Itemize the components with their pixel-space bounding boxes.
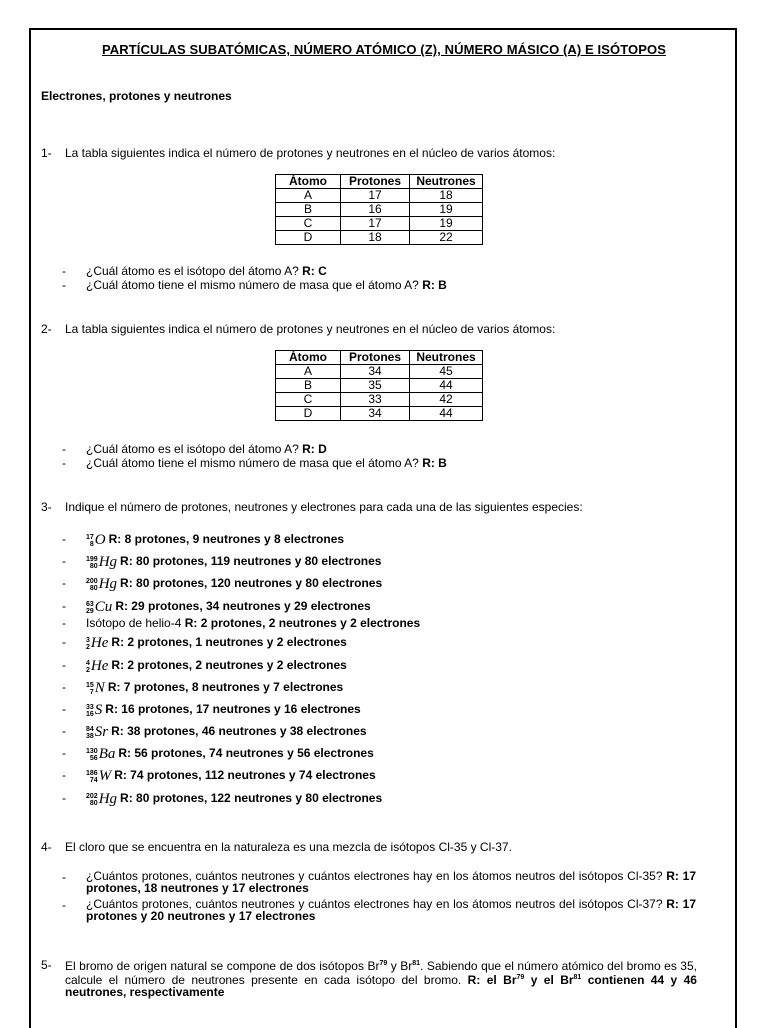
atomic-number: 80 [89, 799, 98, 807]
mass-number: 15 [86, 681, 94, 689]
nuclide-symbol [86, 681, 105, 696]
column-header: Átomo [276, 351, 341, 365]
question-number: 3- [41, 500, 52, 514]
atomic-number: 80 [89, 562, 98, 570]
species-item: - 4 2 He R: 2 protones, 2 neutrones y 2 electrones [62, 658, 347, 674]
species-item: - 17 8 O R: 8 protones, 9 neutrones y 8 electrones [62, 532, 345, 548]
element-symbol: Hg [98, 576, 118, 592]
table-cell: 33 [341, 393, 410, 407]
bullet-text: ¿Cuál átomo tiene el mismo número de masa que el átomo A? [86, 278, 419, 292]
question-1 [41, 146, 555, 160]
element-symbol: O [94, 532, 106, 548]
table-cell: A [276, 189, 341, 203]
mass-number: 130 [86, 747, 98, 755]
table-cell: 44 [410, 379, 483, 393]
element-symbol: Ba [98, 746, 116, 762]
column-header: Átomo [276, 175, 341, 189]
column-header: Protones [341, 351, 410, 365]
section-heading: Electrones, protones y neutrones [41, 89, 232, 103]
atomic-number: 2 [86, 643, 90, 651]
list-item: - ¿Cuál átomo tiene el mismo número de masa que el átomo A? R: B [62, 278, 447, 292]
table-cell: 34 [341, 407, 410, 421]
mass-number: 3 [86, 636, 90, 644]
table-row [276, 203, 483, 217]
mass-number: 200 [86, 577, 98, 585]
question-3 [41, 500, 583, 514]
table-cell: 42 [410, 393, 483, 407]
atomic-number: 38 [86, 732, 94, 740]
table-cell: 19 [410, 217, 483, 231]
answer: R: 38 protones, 46 neutrones y 38 electrones [111, 724, 367, 738]
answer: R: 7 protones, 8 neutrones y 7 electrones [107, 680, 344, 694]
answer: R: B [422, 278, 447, 292]
answer: R: B [422, 456, 447, 470]
table-cell: D [276, 231, 341, 245]
table-q2 [275, 350, 483, 421]
table-cell: D [276, 407, 341, 421]
answer: R: 80 protones, 119 neutrones y 80 electrones [120, 554, 382, 568]
mass-number: 63 [86, 600, 94, 608]
list-item: - ¿Cuál átomo es el isótopo del átomo A? R: D [62, 442, 327, 456]
bullet-text: ¿Cuántos protones, cuántos neutrones y cuántos electrones hay en los átomos neutros del isótopos Cl-35? R: 17 protones, 18 neutrones y 17 electrones [86, 869, 696, 895]
nuclide-symbol [86, 747, 115, 762]
question-2 [41, 322, 555, 336]
table-cell: 44 [410, 407, 483, 421]
element-symbol: Cu [94, 599, 113, 615]
element-symbol: He [90, 658, 109, 674]
table-row [276, 189, 483, 203]
question-text: Indique el número de protones, neutrones y electrones para cada una de las siguientes especies: [65, 500, 583, 514]
table-row [276, 379, 483, 393]
table-cell: C [276, 393, 341, 407]
nuclide-symbol [86, 725, 108, 740]
element-symbol: W [98, 768, 112, 784]
question-text: El cloro que se encuentra en la naturaleza es una mezcla de isótopos Cl-35 y Cl-37. [65, 840, 512, 854]
species-item: - 3 2 He R: 2 protones, 1 neutrones y 2 electrones [62, 635, 347, 651]
species-item: - 202 80 Hg R: 80 protones, 122 neutrones y 80 electrones [62, 791, 383, 807]
answer: R: 2 protones, 2 neutrones y 2 electrones [111, 658, 347, 672]
answer: R: 2 protones, 1 neutrones y 2 electrones [111, 635, 347, 649]
element-symbol: Hg [98, 791, 118, 807]
table-cell: C [276, 217, 341, 231]
table-cell: 18 [341, 231, 410, 245]
nuclide-symbol [86, 577, 117, 592]
table-cell: 19 [410, 203, 483, 217]
species-item: - 84 38 Sr R: 38 protones, 46 neutrones y 38 electrones [62, 724, 367, 740]
table-cell: B [276, 379, 341, 393]
answer: R: 8 protones, 9 neutrones y 8 electrones [108, 532, 345, 546]
table-cell: 18 [410, 189, 483, 203]
species-item: - 33 16 S R: 16 protones, 17 neutrones y 16 electrones [62, 702, 361, 718]
mass-number: 17 [86, 533, 94, 541]
answer: R: 17 protones, 18 neutrones y 17 electrones [86, 869, 696, 895]
mass-number: 84 [86, 725, 94, 733]
table-row [276, 407, 483, 421]
table-row [276, 393, 483, 407]
question-text: El bromo de origen natural se compone de dos isótopos Br$^{79}$ y Br$^{81}$. Sabiendo que el número atómico del bromo es 35, calcule el número de neutrones presente en cada isótopo del bromo. R: el Br$^{79}$ y el Br$^{81}$ contienen 44 y 46 neutrones, respectivamente [65, 959, 697, 999]
atomic-number: 2 [86, 666, 90, 674]
element-symbol: Hg [98, 554, 118, 570]
page-title: PARTÍCULAS SUBATÓMICAS, NÚMERO ATÓMICO (Z), NÚMERO MÁSICO (A) E ISÓTOPOS [101, 42, 667, 57]
table-header-row [276, 175, 483, 189]
answer: R: 16 protones, 17 neutrones y 16 electrones [105, 702, 361, 716]
table-cell: 17 [341, 189, 410, 203]
column-header: Neutrones [410, 175, 483, 189]
answer: R: 80 protones, 120 neutrones y 80 electrones [120, 576, 383, 590]
atomic-number: 7 [89, 688, 94, 696]
nuclide-symbol [86, 533, 106, 548]
atomic-number: 29 [86, 607, 94, 615]
species-item: - Isótopo de helio-4 R: 2 protones, 2 neutrones y 2 electrones [62, 616, 421, 630]
element-symbol: N [94, 680, 105, 696]
question-number: 4- [41, 840, 52, 854]
table-row [276, 217, 483, 231]
bullet-text: ¿Cuál átomo es el isótopo del átomo A? [86, 264, 299, 278]
element-symbol: S [94, 702, 103, 718]
nuclide-symbol [86, 703, 102, 718]
element-symbol: He [90, 635, 109, 651]
bullet-text: ¿Cuántos protones, cuántos neutrones y cuántos electrones hay en los átomos neutros del isótopos Cl-37? R: 17 protones y 20 neutrones y 17 electrones [86, 897, 696, 923]
species-item: - 186 74 W R: 74 protones, 112 neutrones y 74 electrones [62, 768, 376, 784]
atomic-number: 56 [89, 754, 98, 762]
nuclide-symbol [86, 600, 112, 615]
atomic-number: 8 [89, 540, 94, 548]
answer: R: 74 protones, 112 neutrones y 74 electrones [114, 768, 376, 782]
mass-number: 202 [86, 792, 98, 800]
table-cell: 34 [341, 365, 410, 379]
question-4 [41, 840, 512, 854]
atomic-number: 16 [86, 710, 94, 718]
question-text: La tabla siguientes indica el número de protones y neutrones en el núcleo de varios átomos: [65, 322, 556, 336]
column-header: Protones [341, 175, 410, 189]
mass-number: 4 [86, 659, 90, 667]
table-cell: 45 [410, 365, 483, 379]
list-item: - ¿Cuál átomo es el isótopo del átomo A? R: C [62, 264, 327, 278]
table-cell: B [276, 203, 341, 217]
answer: R: C [302, 264, 327, 278]
table-cell: A [276, 365, 341, 379]
species-item: - 200 80 Hg R: 80 protones, 120 neutrones y 80 electrones [62, 576, 383, 592]
bullet-text: ¿Cuál átomo tiene el mismo número de masa que el átomo A? [86, 456, 419, 470]
answer: R: 29 protones, 34 neutrones y 29 electrones [115, 599, 371, 613]
atomic-number: 74 [89, 776, 98, 784]
table-cell: 16 [341, 203, 410, 217]
question-number: 2- [41, 322, 52, 336]
table-row [276, 365, 483, 379]
mass-number: 186 [86, 769, 98, 777]
answer: R: 80 protones, 122 neutrones y 80 electrones [120, 791, 383, 805]
table-cell: 17 [341, 217, 410, 231]
species-text: Isótopo de helio-4 [86, 616, 182, 630]
element-symbol: Sr [94, 724, 109, 740]
species-item: - 15 7 N R: 7 protones, 8 neutrones y 7 electrones [62, 680, 344, 696]
species-item: - 199 80 Hg R: 80 protones, 119 neutrones y 80 electrones [62, 554, 382, 570]
nuclide-symbol [86, 555, 117, 570]
column-header: Neutrones [410, 351, 483, 365]
species-item: - 63 29 Cu R: 29 protones, 34 neutrones y 29 electrones [62, 599, 371, 615]
atomic-number: 80 [89, 584, 98, 592]
table-header-row [276, 351, 483, 365]
species-item: - 130 56 Ba R: 56 protones, 74 neutrones y 56 electrones [62, 746, 374, 762]
question-number: 5- [41, 958, 52, 972]
answer: R: 17 protones y 20 neutrones y 17 electrones [86, 897, 696, 923]
mass-number: 199 [86, 555, 98, 563]
nuclide-symbol [86, 659, 108, 674]
answer: R: el Br$^{79}$ y el Br$^{81}$ contienen 44 y 46 neutrones, respectivamente [65, 973, 697, 999]
nuclide-symbol [86, 636, 108, 651]
nuclide-symbol [86, 792, 117, 807]
table-row [276, 231, 483, 245]
table-q1 [275, 174, 483, 245]
list-item: - ¿Cuál átomo tiene el mismo número de masa que el átomo A? R: B [62, 456, 447, 470]
table-cell: 35 [341, 379, 410, 393]
question-text: La tabla siguientes indica el número de protones y neutrones en el núcleo de varios átomos: [65, 146, 556, 160]
nuclide-symbol [86, 769, 111, 784]
answer: R: D [302, 442, 327, 456]
table-cell: 22 [410, 231, 483, 245]
question-number: 1- [41, 146, 52, 160]
answer: R: 56 protones, 74 neutrones y 56 electrones [118, 746, 374, 760]
mass-number: 33 [86, 703, 94, 711]
answer: R: 2 protones, 2 neutrones y 2 electrones [184, 616, 421, 630]
bullet-text: ¿Cuál átomo es el isótopo del átomo A? [86, 442, 299, 456]
